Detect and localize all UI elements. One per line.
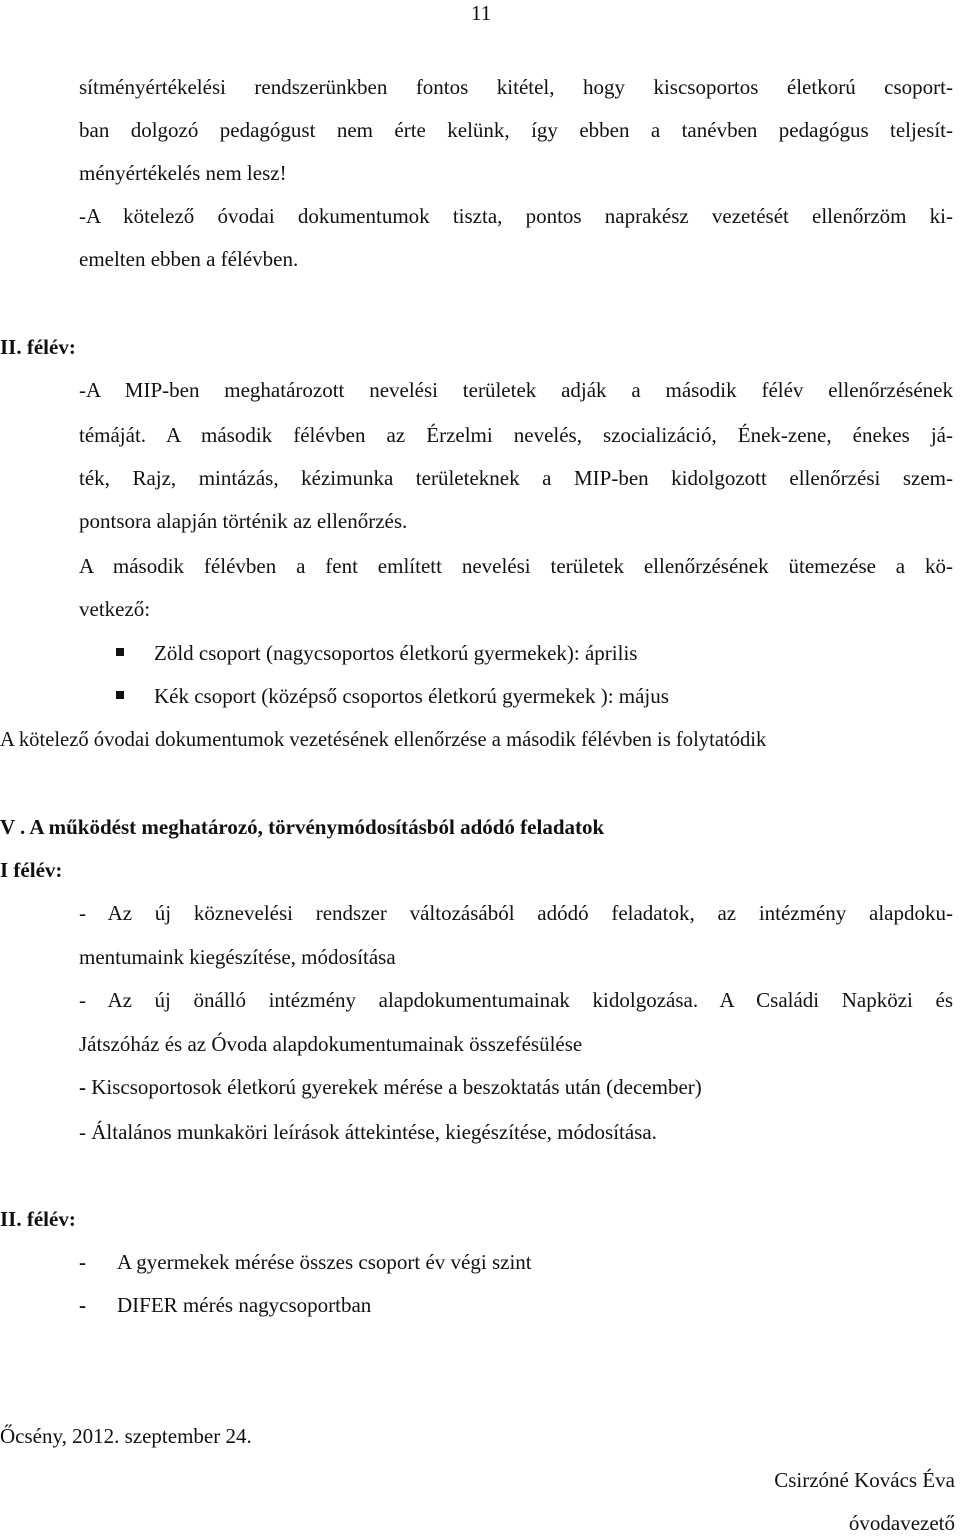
paragraph-line: ban dolgozó pedagógust nem érte kelünk, így ebben a tanévben pedagógus teljesít-: [79, 118, 953, 142]
task-line: mentumaink kiegészítése, módosítása: [79, 945, 396, 969]
paragraph-line: pontsora alapján történik az ellenőrzés.: [79, 509, 408, 533]
bullet-square-icon: [116, 691, 124, 699]
signer-name: Csirzóné Kovács Éva: [774, 1468, 955, 1492]
paragraph-line: témáját. A második félévben az Érzelmi nevelés, szocializáció, Ének-zene, énekes já-: [79, 423, 953, 447]
bullet-item: Kék csoport (középső csoportos életkorú gyermekek ): május: [154, 684, 669, 708]
semester-heading: II. félév:: [0, 335, 76, 359]
paragraph-line: -A kötelező óvodai dokumentumok tiszta, pontos naprakész vezetését ellenőrzöm ki-: [79, 204, 953, 228]
closing-line: A kötelező óvodai dokumentumok vezetésének ellenőrzése a második félévben is folytatódik: [0, 729, 767, 751]
paragraph-line: sítményértékelési rendszerünkben fontos kitétel, hogy kiscsoportos életkorú csoport-: [79, 75, 953, 99]
bullet-item: Zöld csoport (nagycsoportos életkorú gyermekek): április: [154, 641, 638, 665]
paragraph-line: emelten ebben a félévben.: [79, 247, 299, 271]
page-number: 11: [471, 1, 492, 25]
paragraph-line: ték, Rajz, mintázás, kézimunka területeknek a MIP-ben kidolgozott ellenőrzési szem-: [79, 466, 953, 490]
task-line: - Az új köznevelési rendszer változásából adódó feladatok, az intézmény alapdoku-: [79, 901, 953, 925]
paragraph-line: A második félévben a fent említett nevelési területek ellenőrzésének ütemezése a kö-: [79, 554, 953, 578]
bold-dash: -: [79, 1250, 86, 1274]
task-line: - Az új önálló intézmény alapdokumentumainak kidolgozása. A Családi Napközi és: [79, 988, 953, 1012]
paragraph-line: ményértékelés nem lesz!: [79, 161, 287, 185]
task-line: - Általános munkaköri leírások áttekintése, kiegészítése, módosítása.: [79, 1120, 657, 1144]
place-date: Őcsény, 2012. szeptember 24.: [0, 1424, 252, 1448]
bold-dash: -: [79, 1075, 92, 1099]
task-line: [79, 1249, 532, 1275]
bullet-square-icon: [116, 648, 124, 656]
paragraph-line: vetkező:: [79, 597, 151, 621]
semester-heading: II. félév:: [0, 1207, 76, 1231]
signer-title: óvodavezető: [848, 1511, 955, 1535]
bold-dash: -: [79, 1293, 86, 1317]
task-line: [79, 1074, 702, 1100]
paragraph-line: -A MIP-ben meghatározott nevelési területek adják a második félév ellenőrzésének: [79, 378, 953, 402]
task-text: A gyermekek mérése összes csoport év végi szint: [117, 1250, 532, 1274]
semester-heading: I félév:: [0, 858, 63, 882]
section-title: V . A működést meghatározó, törvénymódosításból adódó feladatok: [0, 815, 605, 839]
task-text: DIFER mérés nagycsoportban: [117, 1293, 372, 1317]
task-line: Játszóház és az Óvoda alapdokumentumainak összefésülése: [79, 1032, 583, 1056]
task-text: Kiscsoportosok életkorú gyerekek mérése a beszoktatás után (december): [91, 1075, 702, 1099]
task-line: [79, 1292, 371, 1318]
